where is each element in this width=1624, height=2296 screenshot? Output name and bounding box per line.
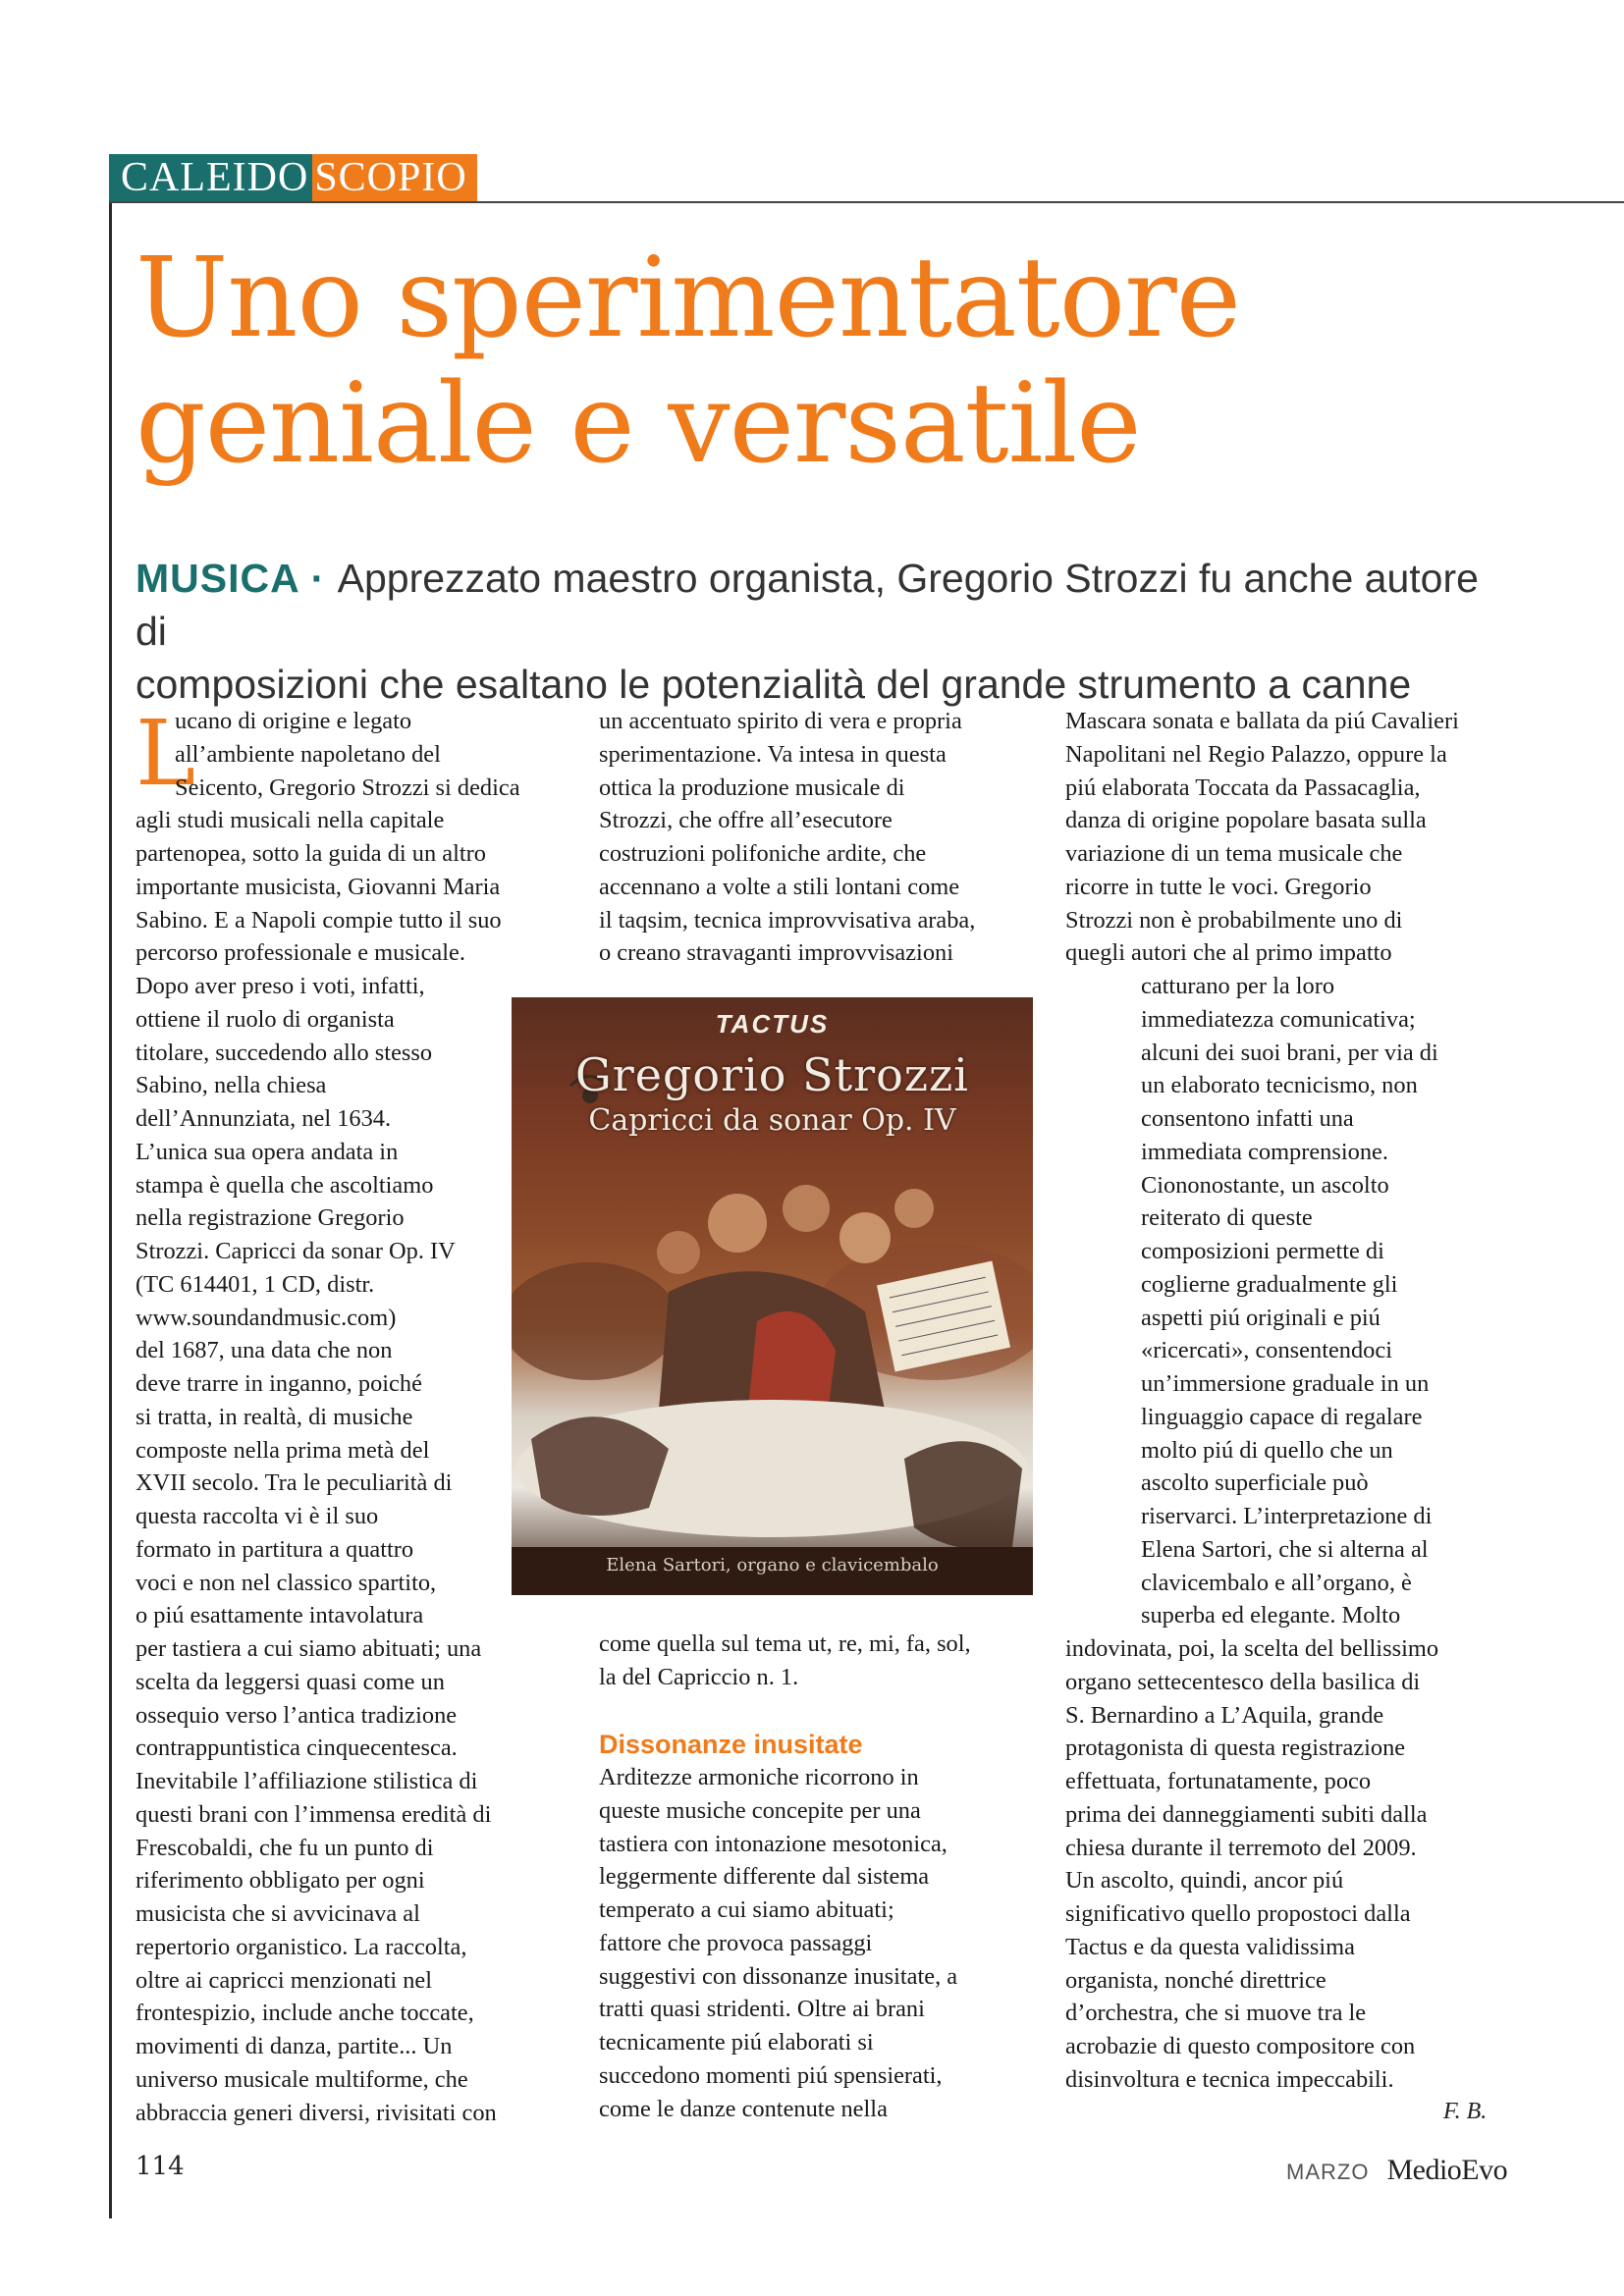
cover-performer: Elena Sartori, organo e clavicembalo (606, 1555, 939, 1575)
text-line: Frescobaldi, che fu un punto di (135, 1834, 434, 1861)
text-line: organo settecentesco della basilica di (1065, 1668, 1421, 1695)
cover-subtitle: Capricci da sonar Op. IV (588, 1103, 956, 1138)
text-line: indovinata, poi, la scelta del bellissimo (1065, 1635, 1439, 1662)
text-line: suggestivi con dissonanze inusitate, a (599, 1962, 958, 1990)
text-line: musicista che si avvicinava al (135, 1900, 420, 1927)
kicker-separator: · (298, 556, 338, 601)
text-line: universo musicale multiforme, che (135, 2065, 468, 2093)
text-line: Dopo aver preso i voti, infatti, (135, 973, 425, 999)
text-line: ottiene il ruolo di organista (135, 1005, 395, 1033)
text-line: immediata comprensione. (1141, 1138, 1388, 1165)
text-line: L’unica sua opera andata in (135, 1138, 399, 1165)
text-line: prima dei danneggiamenti subiti dalla (1065, 1800, 1428, 1828)
text-line: effettuata, fortunatamente, poco (1065, 1768, 1372, 1794)
text-line: ucano di origine e legato (175, 708, 412, 734)
text-line: questi brani con l’immensa eredità di (135, 1800, 492, 1828)
vertical-rule (109, 157, 112, 2218)
text-line: Strozzi. Capricci da sonar Op. IV (135, 1238, 456, 1264)
horizontal-rule (109, 201, 1624, 203)
text-line: il taqsim, tecnica improvvisativa araba, (599, 906, 976, 934)
text-column-1 (135, 701, 568, 2129)
text-line: succedono momenti piú spensierati, (599, 2061, 943, 2089)
text-line: reiterato di queste (1141, 1204, 1313, 1232)
text-line: Sabino. E a Napoli compie tutto il suo (135, 906, 502, 934)
text-line: all’ambiente napoletano del (175, 740, 441, 768)
text-line: Inevitabile l’affiliazione stilistica di (135, 1768, 478, 1794)
text-line: un elaborato tecnicismo, non (1141, 1072, 1418, 1099)
text-line: titolare, succedendo allo stesso (135, 1039, 433, 1066)
drop-cap: L (135, 701, 196, 806)
subheading: Dissonanze inusitate (599, 1730, 863, 1759)
text-line: o piú esattamente intavolatura (135, 1602, 424, 1629)
text-line: Arditezze armoniche ricorrono in (599, 1764, 919, 1790)
text-line: accennano a volte a stili lontani come (599, 873, 960, 900)
text-line: la del Capriccio n. 1. (599, 1663, 799, 1690)
text-line: quegli autori che al primo impatto (1065, 939, 1392, 967)
issue-footer (1286, 2154, 1507, 2187)
cover-label: TACTUS (715, 1009, 830, 1039)
text-line: ossequio verso l’antica tradizione (135, 1701, 458, 1729)
text-line: del 1687, una data che non (135, 1337, 393, 1364)
text-line: tecnicamente piú elaborati si (599, 2029, 874, 2056)
text-line: composte nella prima metà del (135, 1436, 430, 1464)
text-line: sperimentazione. Va intesa in questa (599, 740, 947, 768)
author-signature: F. B. (1443, 2099, 1488, 2124)
text-line: movimenti di danza, partite... Un (135, 2033, 453, 2059)
text-line: protagonista di questa registrazione (1065, 1735, 1406, 1762)
text-line: variazione di un tema musicale che (1065, 840, 1403, 867)
text-line: ricorre in tutte le voci. Gregorio (1065, 873, 1372, 900)
issue-month: MARZO (1286, 2160, 1370, 2184)
text-line: o creano stravaganti improvvisazioni (599, 939, 954, 967)
text-line: aspetti piú originali e piú (1141, 1304, 1380, 1331)
text-line: piú elaborata Toccata da Passacaglia, (1065, 774, 1421, 801)
headline-line-2: geniale e versatile (135, 360, 1141, 488)
page-number: 114 (135, 2152, 185, 2181)
rubric-part-1: CALEIDO (109, 154, 312, 201)
text-line: Un ascolto, quindi, ancor piú (1065, 1867, 1344, 1895)
text-line: significativo quello propostoci dalla (1065, 1900, 1411, 1927)
text-line: come quella sul tema ut, re, mi, fa, sol, (599, 1630, 971, 1657)
text-line: fattore che provoca passaggi (599, 1929, 873, 1956)
text-line: riferimento obbligato per ogni (135, 1867, 425, 1895)
text-line: nella registrazione Gregorio (135, 1204, 405, 1232)
text-line: immediatezza comunicativa; (1141, 1005, 1416, 1033)
text-line: chiesa durante il terremoto del 2009. (1065, 1834, 1417, 1861)
text-line: agli studi musicali nella capitale (135, 807, 445, 834)
text-line: stampa è quella che ascoltiamo (135, 1171, 434, 1199)
text-line: riservarci. L’interpretazione di (1141, 1503, 1433, 1529)
text-line: superba ed elegante. Molto (1141, 1602, 1401, 1629)
text-line: temperato a cui siamo abituati; (599, 1896, 894, 1923)
text-line: questa raccolta vi è il suo (135, 1503, 379, 1529)
text-line: Strozzi non è probabilmente uno di (1065, 906, 1403, 934)
text-column-3 (1065, 705, 1517, 2097)
text-line: costruzioni polifoniche ardite, che (599, 840, 927, 867)
text-line: percorso professionale e musicale. (135, 939, 465, 967)
text-line: importante musicista, Giovanni Maria (135, 873, 501, 900)
text-line: partenopea, sotto la guida di un altro (135, 840, 486, 867)
text-line: voci e non nel classico spartito, (135, 1569, 437, 1596)
text-line: clavicembalo e all’organo, è (1141, 1569, 1412, 1596)
text-line: Seicento, Gregorio Strozzi si dedica (175, 774, 520, 801)
text-line: leggermente differente dal sistema (599, 1863, 930, 1891)
text-line: d’orchestra, che si muove tra le (1065, 2000, 1367, 2027)
magazine-logo: MedioEvo (1386, 2154, 1508, 2186)
article-kicker (135, 552, 1490, 711)
text-line: coglierne gradualmente gli (1141, 1270, 1398, 1298)
text-column-2-top (599, 705, 1041, 970)
text-line: alcuni dei suoi brani, per via di (1141, 1039, 1438, 1066)
text-line: composizioni permette di (1141, 1238, 1384, 1264)
text-line: organista, nonché direttrice (1065, 1966, 1326, 1994)
article-headline (135, 236, 1559, 487)
text-line: linguaggio capace di regalare (1141, 1403, 1423, 1430)
text-line: XVII secolo. Tra le peculiarità di (135, 1469, 453, 1497)
text-line: contrappuntistica cinquecentesca. (135, 1735, 458, 1762)
rubric-part-2: SCOPIO (312, 154, 476, 201)
section-rubric (109, 154, 477, 201)
text-line: Sabino, nella chiesa (135, 1072, 327, 1099)
text-column-2-bottom (599, 1761, 1041, 2125)
text-line: un’immersione graduale in un (1141, 1370, 1430, 1397)
text-line: un accentuato spirito di vera e propria (599, 708, 962, 734)
text-line: Mascara sonata e ballata da piú Cavalieri (1065, 708, 1459, 734)
cover-title: Gregorio Strozzi (575, 1048, 969, 1101)
text-line: Tactus e da questa validissima (1065, 1933, 1355, 1960)
text-line: S. Bernardino a L’Aquila, grande (1065, 1701, 1384, 1729)
text-line: danza di origine popolare basata sulla (1065, 807, 1427, 834)
text-line: abbraccia generi diversi, rivisitati con (135, 2099, 497, 2126)
text-line: si tratta, in realtà, di musiche (135, 1403, 413, 1430)
text-line: scelta da leggersi quasi come un (135, 1668, 445, 1695)
text-line: ottica la produzione musicale di (599, 774, 905, 801)
text-line: deve trarre in inganno, poiché (135, 1370, 422, 1397)
text-line: catturano per la loro (1141, 973, 1335, 999)
text-line: dell’Annunziata, nel 1634. (135, 1105, 392, 1132)
kicker-line-1: Apprezzato maestro organista, Gregorio Strozzi fu anche autore di (135, 556, 1479, 654)
text-line: Ciononostante, un ascolto (1141, 1171, 1389, 1199)
text-line: www.soundandmusic.com) (135, 1304, 397, 1331)
kicker-category: MUSICA (135, 556, 299, 601)
text-line: Elena Sartori, che si alterna al (1141, 1535, 1429, 1563)
text-line: molto piú di quello che un (1141, 1436, 1393, 1464)
text-line: acrobazie di questo compositore con (1065, 2033, 1416, 2059)
text-line: Napolitani nel Regio Palazzo, oppure la (1065, 740, 1447, 768)
text-line: repertorio organistico. La raccolta, (135, 1933, 467, 1960)
text-line: come le danze contenute nella (599, 2095, 888, 2122)
text-column-2-middle (599, 1628, 1041, 1694)
kicker-line-2: composizioni che esaltano le potenzialità del grande strumento a canne (135, 662, 1412, 707)
text-line: oltre ai capricci menzionati nel (135, 1966, 433, 1994)
text-line: ascolto superficiale può (1141, 1469, 1369, 1497)
text-line: «ricercati», consentendoci (1141, 1337, 1392, 1364)
text-line: tastiera con intonazione mesotonica, (599, 1830, 947, 1857)
text-line: consentono infatti una (1141, 1105, 1354, 1132)
text-line: disinvoltura e tecnica impeccabili. (1065, 2065, 1394, 2093)
text-line: formato in partitura a quattro (135, 1535, 414, 1563)
text-line: per tastiera a cui siamo abituati; una (135, 1635, 482, 1662)
text-line: (TC 614401, 1 CD, distr. (135, 1270, 375, 1298)
headline-line-1: Uno sperimentatore (135, 235, 1241, 362)
text-line: Strozzi, che offre all’esecutore (599, 807, 893, 834)
album-cover-image (512, 997, 1033, 1595)
text-line: frontespizio, include anche toccate, (135, 2000, 474, 2027)
text-line: tratti quasi stridenti. Oltre ai brani (599, 1996, 925, 2023)
text-line: queste musiche concepite per una (599, 1796, 921, 1824)
